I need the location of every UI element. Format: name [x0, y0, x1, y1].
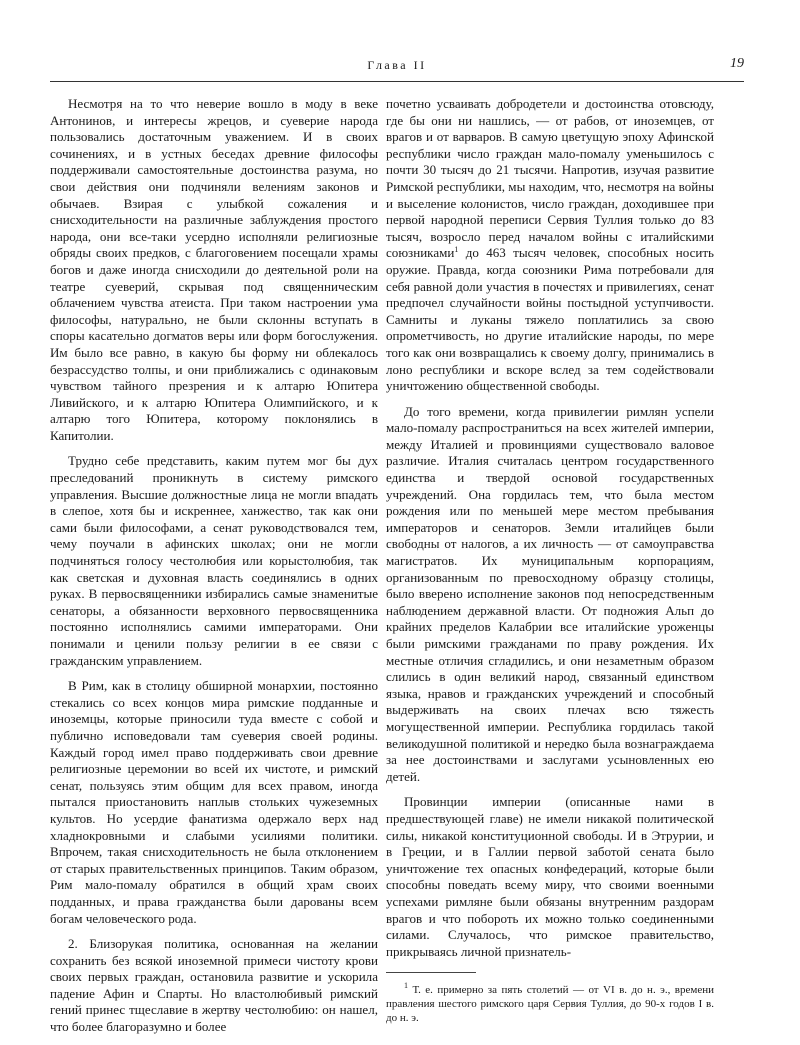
left-column	[50, 96, 378, 1045]
header-rule	[50, 81, 744, 82]
footnote-marker: 1	[454, 245, 459, 255]
footnote	[386, 983, 714, 1025]
paragraph: До того времени, когда привилегии римлян успели мало-помалу распространиться на всех жителей империи, между Италией и провинциями существовало валовое различие. Италия считалась центром государственного единства и твердой основой государственных учреждений. Она гордилась тем, что была местом рождения или по меньшей мере местом пребывания императоров и сенаторов. Земли италийцев были свободны от налогов, а их личность — от самоуправства магистратов. Их муниципальным корпорациям, организованным по превосходному образцу столицы, было вверено исполнение законов под непосредственным наблюдением державной власти. От подножия Альп до крайних пределов Калабрии все италийские уроженцы были римскими гражданами по праву рождения. Их местные отличия сгладились, и они незаметным образом слились в один великий народ, связанный единством языка, нравов и гражданских учреждений и способный выдерживать на своих плечах всю тяжесть могущественной империи. Республика гордилась такой великодушной политикой и нередко была вознаграждаема за нее достоинствами и заслугами усыновленных ею детей.	[386, 403, 714, 784]
paragraph: В Рим, как в столицу обширной монархии, постоянно стекались со всех концов мира римские подданные и иноземцы, которые приносили туда вместе с собой и публично исповедовали там суеверия своей родины. Каждый город имел право поддерживать свои древние религиозные церемонии во всей их чистоте, и римский сенат, пользуясь этим общим для всех правом, иногда пытался приостановить наплыв стольких чужеземных культов. Но усердие фанатизма одержало верх над хладнокровными и слабыми усилиями политики. Впрочем, такая снисходительность не была отклонением от старых правительственных принципов. Таким образом, Рим мало-помалу обратился в общий храм своих подданных, и права гражданства были дарованы всем богам человеческого рода.	[50, 678, 378, 926]
page-header	[50, 58, 744, 80]
paragraph: Провинции империи (описанные нами в предшествующей главе) не имели никакой политической силы, никакой конституционной свободы. И в Этрурии, и в Греции, и в Галлии первой заботой сената было уничтожение тех опасных конфедераций, которые были способны поведать всему миру, что своими военными успехами римляне были обязаны внутренним раздорам врагов и что побороть их можно только соединенными силами. Случалось, что римское правительство, прикрываясь личной признатель-	[386, 794, 714, 959]
paragraph-text: до 463 тысяч человек, способных носить оружие. Правда, когда союзники Рима потребовали для себя равной доли участия в почестях и привилегиях, сенат предпочел случайности войны постыдной уступчивости. Самниты и луканы тяжело поплатились за свою опрометчивость, но другие италийские народы, по мере того как они возвращались к своему долгу, принимались в лоно республики и вскоре вслед за тем содействовали уничтожению общественной свободы.	[386, 245, 714, 394]
footnote-number: 1	[404, 981, 408, 991]
footnote-rule	[386, 972, 476, 973]
paragraph	[386, 96, 714, 395]
paragraph: Трудно себе представить, каким путем мог бы дух преследований проникнуть в систему римского управления. Высшие должностные лица не могли впадать в слепое, хотя бы и искреннее, ханжество, так как они сами были философами, а сенат руководствовался тем, чему поучали в афинских школах; они не могли подчиняться голосу честолюбия или корыстолюбия, так как светская и духовная власть соединялись в одних руках. В первосвященники избирались самые знаменитые сенаторы, а обязанности верховного первосвященника постоянно исполнялись самими императорами. Они понимали и ценили пользу религии в ее связи с гражданским управлением.	[50, 453, 378, 668]
right-column	[386, 96, 714, 1034]
paragraph-text: почетно усваивать добродетели и достоинства отовсюду, где бы они ни нашлись, — от рабов, от иноземцев, от врагов и от варваров. В самую цветущую эпоху Афинской республики число граждан мало-помалу уменьшилось с почти 30 тысяч до 21 тысячи. Напротив, изучая развитие Римской республики, мы находим, что, несмотря на войны и выселение колонистов, число граждан, доходившее при первой народной переписи Сервия Туллия только до 83 тысяч, возросло перед началом войны с италийскими союзниками	[386, 96, 714, 261]
page-number: 19	[730, 56, 744, 71]
paragraph: Несмотря на то что неверие вошло в моду в веке Антонинов, и интересы жрецов, и суеверие народа пользовались достаточным уважением. И в своих сочинениях, и в устных беседах древние философы поддерживали самостоятельные достоинства разума, но свои действия они подчиняли велениям законов и обычаев. Взирая с улыбкой сожаления и снисходительности на различные заблуждения простого народа, они все-таки усердно исполняли религиозные обряды своих предков, с благоговением посещали храмы богов и даже иногда снисходили до деятельной роли на театре суеверий, скрывая под священническим облачением чувства атеиста. При таком настроении ума философы, натурально, не были склонны вступать в споры касательно догматов веры или форм богослужения. Им было все равно, в какую бы форму ни облекалось безрассудство толпы, и они приближались с одинаковым чувством тайного презрения и к алтарю Юпитера Ливийского, и к алтарю Юпитера Олимпийского, и к алтарю того Юпитера, которому поклонялись в Капитолии.	[50, 96, 378, 443]
footnote-text: Т. е. примерно за пять столетий — от VI в. до н. э., времени правления шестого римского царя Сервия Туллия, до 90-х годов I в. до н. э.	[386, 984, 714, 1025]
running-title: Глава II	[367, 58, 427, 72]
paragraph: 2. Близорукая политика, основанная на желании сохранить без всякой иноземной примеси чистоту крови своих первых граждан, остановила развитие и ускорила падение Афин и Спарты. Но властолюбивый римский гений принес тщеславие в жертву честолюбию: он нашел, что более благоразумно и более	[50, 936, 378, 1035]
